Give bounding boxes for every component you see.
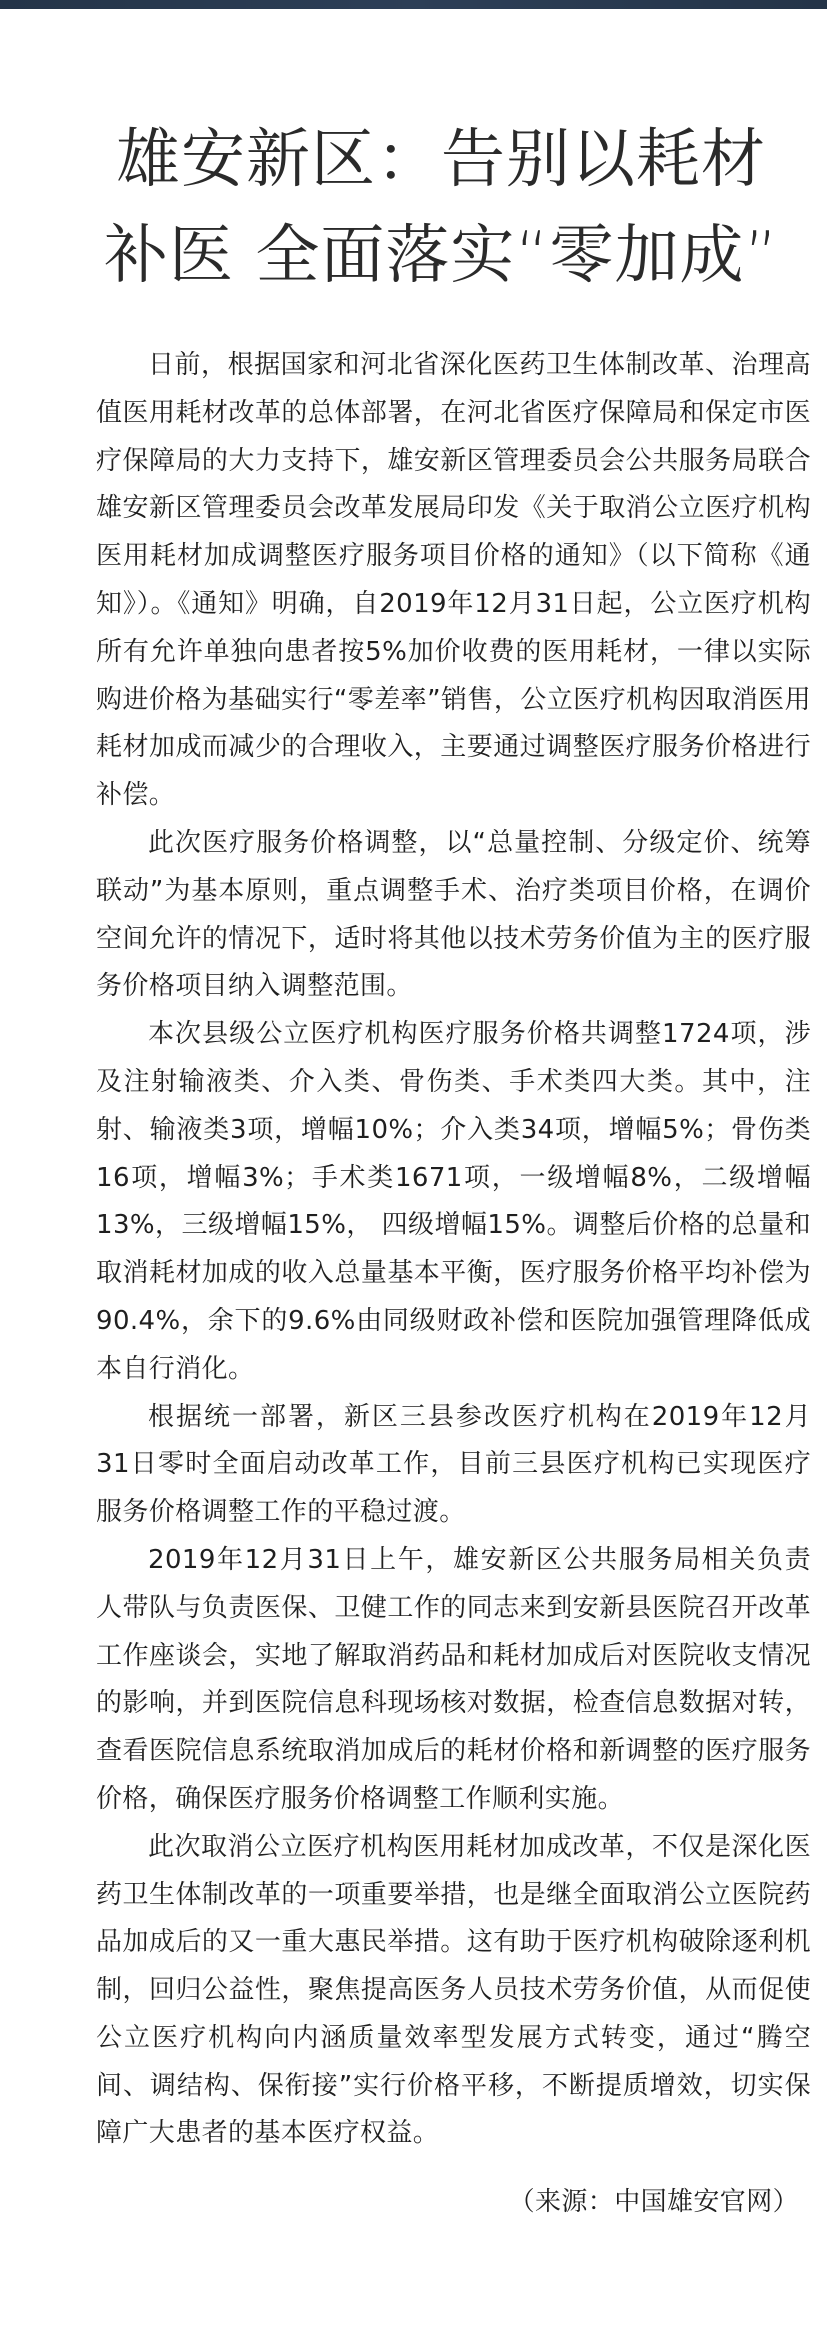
article-title-line-1: 雄安新区：告别以耗材 (116, 123, 766, 197)
article-paragraph-1: 日前，根据国家和河北省深化医药卫生体制改革、治理高值医用耗材改革的总体部署，在河北省医疗保障局和保定市医疗保障局的大力支持下，雄安新区管理委员会公共服务局联合雄安新区管理委员会改革发展局印发《关于取消公立医疗机构医用耗材加成调整医疗服务项目价格的通知》（以下简称《通知》）。《通知》明确，自2019年12月31日起，公立医疗机构所有允许单独向患者按5%加价收费的医用耗材，一律以实际购进价格为基础实行“零差率”销售，公立医疗机构因取消医用耗材加成而减少的合理收入，主要通过调整医疗服务价格进行补偿。 (96, 350, 811, 811)
top-banner-bar (0, 0, 827, 9)
article-paragraph-5: 2019年12月31日上午，雄安新区公共服务局相关负责人带队与负责医保、卫健工作的同志来到安新县医院召开改革工作座谈会，实地了解取消药品和耗材加成后对医院收支情况的影响，并到医院信息科现场核对数据，检查信息数据对转，查看医院信息系统取消加成后的耗材价格和新调整的医疗服务价格，确保医疗服务价格调整工作顺利实施。 (96, 1544, 811, 1814)
article-paragraph-3: 本次县级公立医疗机构医疗服务价格共调整1724项，涉及注射输液类、介入类、骨伤类、手术类四大类。其中，注射、输液类3项，增幅10%；介入类34项，增幅5%；骨伤类16项，增幅3%；手术类1671项，一级增幅8%，二级增幅13%，三级增幅15%， 四级增幅15%。调整后价格的总量和取消耗材加成的收入总量基本平衡，医疗服务价格平均补偿为90.4%，余下的9.6%由同级财政补偿和医院加强管理降低成本自行消化。 (96, 1019, 811, 1384)
article-paragraph-4: 根据统一部署，新区三县参改医疗机构在2019年12月31日零时全面启动改革工作，目前三县医疗机构已实现医疗服务价格调整工作的平稳过渡。 (96, 1401, 811, 1528)
article-paragraph-6: 此次取消公立医疗机构医用耗材加成改革，不仅是深化医药卫生体制改革的一项重要举措，也是继全面取消公立医院药品加成后的又一重大惠民举措。这有助于医疗机构破除逐利机制，回归公益性，聚焦提高医务人员技术劳务价值，从而促使公立医疗机构向内涵质量效率型发展方式转变，通过“腾空间、调结构、保衔接”实行价格平移，不断提质增效，切实保障广大患者的基本医疗权益。 (96, 1831, 811, 2149)
article-title (60, 112, 820, 304)
article-paragraph-2: 此次医疗服务价格调整，以“总量控制、分级定价、统筹联动”为基本原则，重点调整手术、治疗类项目价格，在调价空间允许的情况下，适时将其他以技术劳务价值为主的医疗服务价格项目纳入调整范围。 (96, 827, 811, 1002)
article-title-line-2: 补医 全面落实“零加成” (104, 219, 779, 293)
article-body (96, 342, 811, 2158)
article-source: （来源：中国雄安官网） (508, 2187, 799, 2217)
